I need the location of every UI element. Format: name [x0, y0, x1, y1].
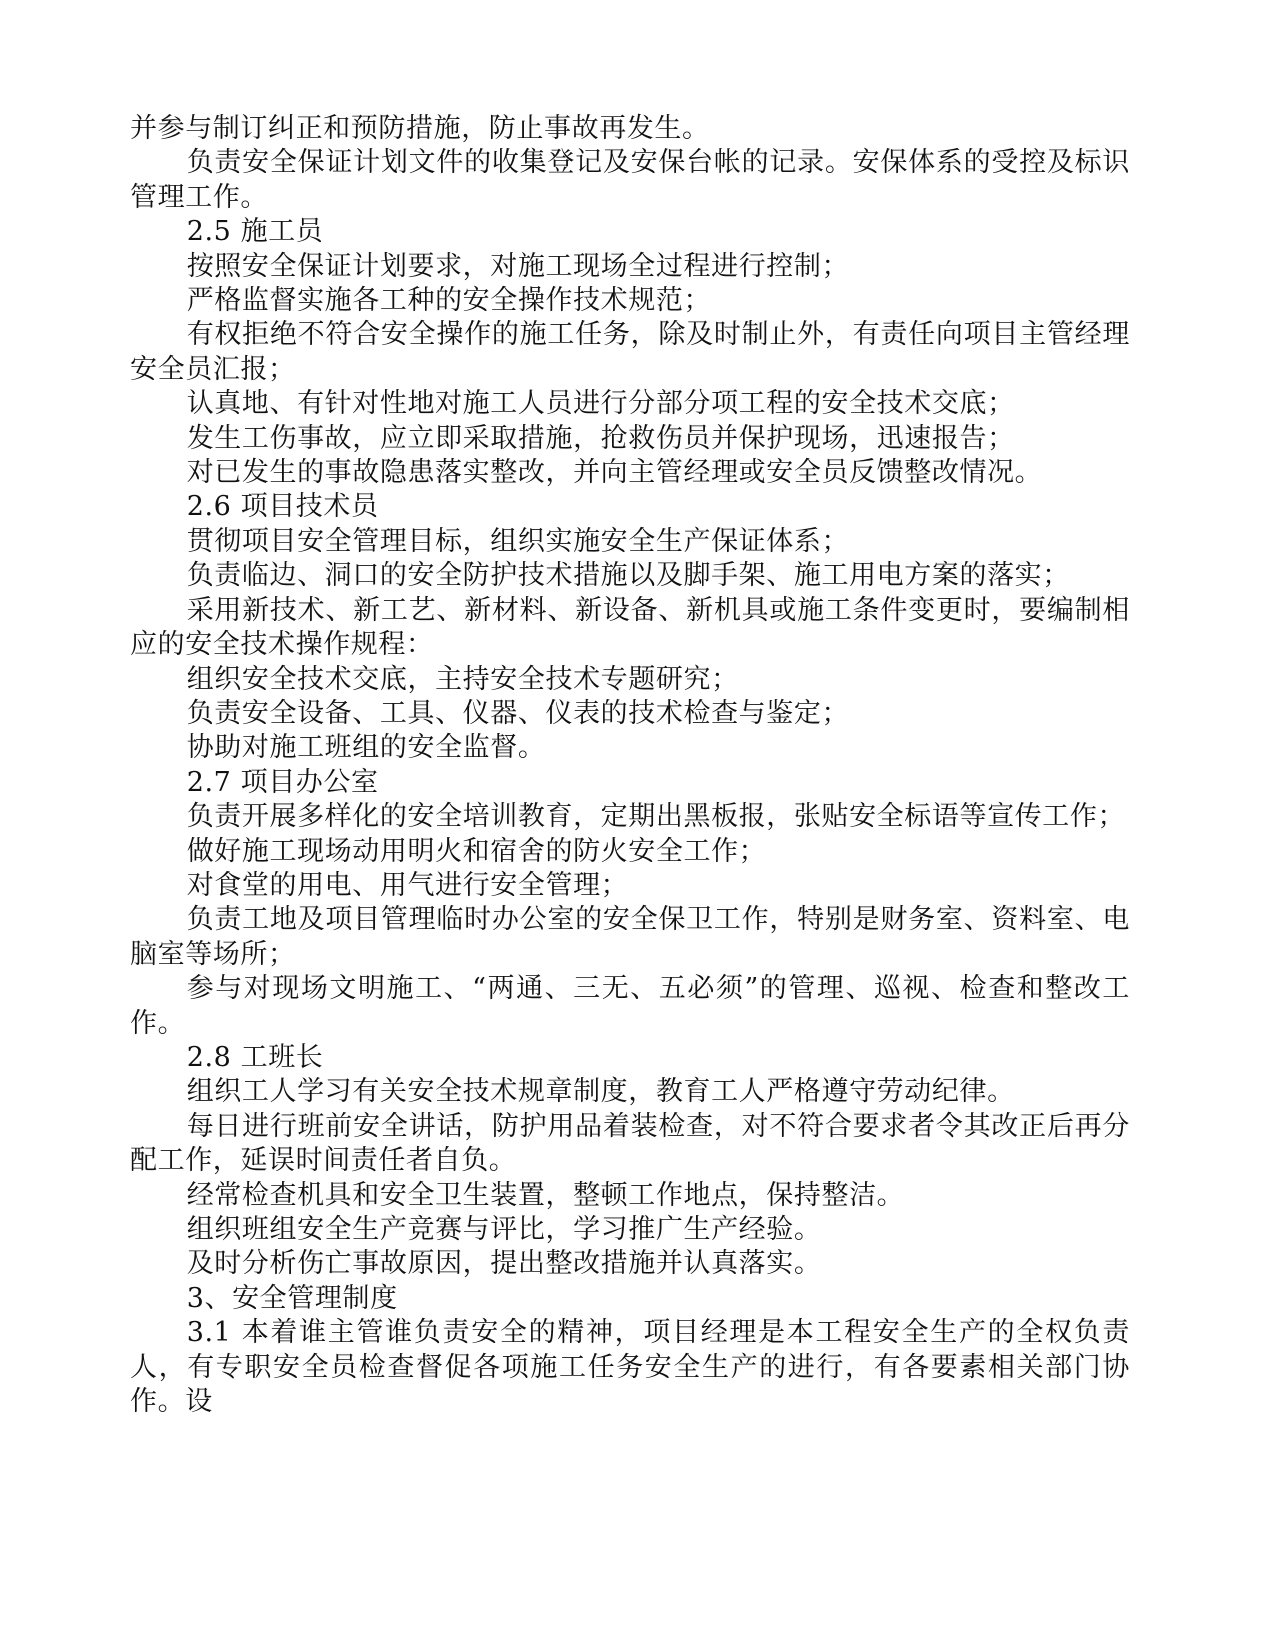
paragraph: 参与对现场文明施工、“两通、三无、五必须”的管理、巡视、检查和整改工作。 — [130, 973, 1130, 1039]
document-body — [130, 112, 1130, 1419]
paragraph: 并参与制订纠正和预防措施，防止事故再发生。 — [130, 113, 710, 144]
paragraph: 组织工人学习有关安全技术规章制度，教育工人严格遵守劳动纪律。 — [186, 1076, 1015, 1108]
paragraph: 认真地、有针对性地对施工人员进行分部分项工程的安全技术交底； — [186, 388, 1015, 420]
paragraph: 3、安全管理制度 — [186, 1282, 398, 1314]
paragraph: 负责安全设备、工具、仪器、仪表的技术检查与鉴定； — [186, 697, 850, 729]
paragraph: 做好施工现场动用明火和宿舍的防火安全工作； — [186, 835, 767, 867]
paragraph: 对食堂的用电、用气进行安全管理； — [186, 869, 629, 901]
paragraph: 发生工伤事故，应立即采取措施，抢救伤员并保护现场，迅速报告； — [186, 422, 1015, 454]
paragraph: 负责临边、洞口的安全防护技术措施以及脚手架、施工用电方案的落实； — [186, 560, 1070, 592]
paragraph: 严格监督实施各工种的安全操作技术规范； — [186, 285, 712, 317]
paragraph: 负责安全保证计划文件的收集登记及安保台帐的记录。安保体系的受控及标识管理工作。 — [130, 147, 1130, 213]
paragraph: 2.5 施工员 — [186, 216, 324, 248]
paragraph: 及时分析伤亡事故原因，提出整改措施并认真落实。 — [186, 1248, 822, 1280]
paragraph: 2.7 项目办公室 — [186, 766, 379, 798]
paragraph: 2.8 工班长 — [186, 1041, 324, 1073]
paragraph: 协助对施工班组的安全监督。 — [186, 732, 546, 764]
paragraph: 每日进行班前安全讲话，防护用品着装检查，对不符合要求者令其改正后再分配工作，延误时间责任者自负。 — [130, 1110, 1130, 1177]
paragraph: 按照安全保证计划要求，对施工现场全过程进行控制； — [186, 250, 850, 282]
paragraph: 经常检查机具和安全卫生装置，整顿工作地点，保持整洁。 — [186, 1179, 905, 1211]
paragraph: 组织安全技术交底，主持安全技术专题研究； — [186, 663, 739, 695]
paragraph: 3.1 本着谁主管谁负责安全的精神，项目经理是本工程安全生产的全权负责人，有专职安全员检查督促各项施工任务安全生产的进行，有各要素相关部门协作。设 — [130, 1317, 1130, 1418]
paragraph: 负责工地及项目管理临时办公室的安全保卫工作，特别是财务室、资料室、电脑室等场所； — [130, 904, 1130, 970]
paragraph: 采用新技术、新工艺、新材料、新设备、新机具或施工条件变更时，要编制相应的安全技术操作规程： — [130, 594, 1130, 661]
paragraph: 负责开展多样化的安全培训教育，定期出黑板报，张贴安全标语等宣传工作； — [186, 801, 1126, 833]
paragraph: 2.6 项目技术员 — [186, 491, 379, 523]
paragraph: 有权拒绝不符合安全操作的施工任务，除及时制止外，有责任向项目主管经理安全员汇报； — [130, 319, 1130, 385]
paragraph: 贯彻项目安全管理目标，组织实施安全生产保证体系； — [186, 525, 850, 557]
paragraph: 对已发生的事故隐患落实整改，并向主管经理或安全员反馈整改情况。 — [186, 457, 1043, 489]
paragraph: 组织班组安全生产竞赛与评比，学习推广生产经验。 — [186, 1214, 822, 1245]
